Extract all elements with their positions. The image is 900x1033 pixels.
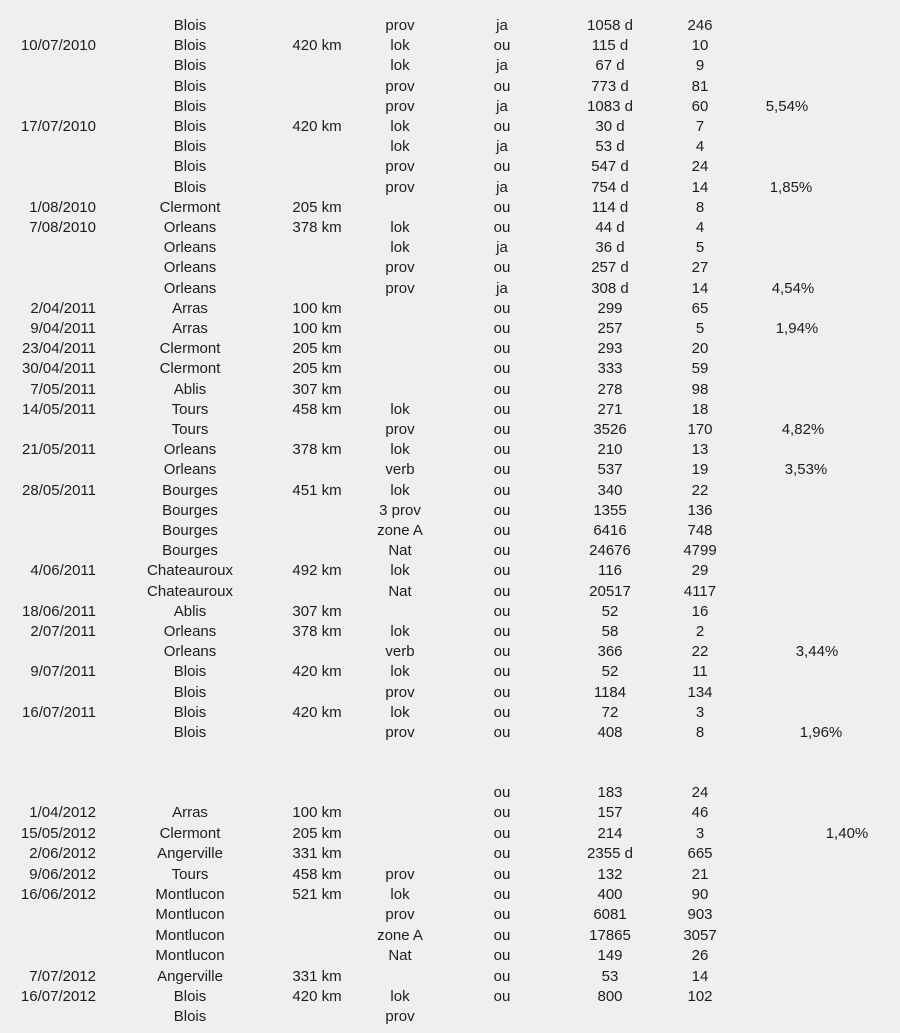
- cell-km: 378 km: [292, 623, 342, 640]
- cell-city: Blois: [173, 683, 207, 701]
- cell-cnt: 9: [695, 57, 705, 75]
- cell-city: Blois: [173, 158, 207, 176]
- cell-cnt: 16: [691, 602, 709, 620]
- cell-type: lok: [390, 400, 410, 418]
- cell-type: Nat: [388, 542, 412, 560]
- cell-amt: 293: [597, 340, 623, 358]
- cell-cnt: 22: [691, 481, 709, 499]
- cell-yn: ou: [493, 623, 511, 640]
- cell-cnt: 2: [695, 623, 705, 640]
- cell-cnt: 27: [691, 259, 709, 277]
- cell-date: 4/06/2011: [30, 562, 96, 580]
- cell-date: 23/04/2011: [22, 340, 96, 358]
- cell-amt: 1184: [593, 683, 627, 701]
- cell-yn: ou: [493, 865, 511, 883]
- cell-cnt: 81: [691, 77, 709, 95]
- cell-cnt: 748: [687, 522, 713, 539]
- cell-date: 15/05/2012: [20, 824, 96, 842]
- cell-type: lok: [390, 562, 410, 580]
- cell-yn: ou: [493, 299, 511, 317]
- cell-amt: 132: [597, 865, 623, 883]
- cell-yn: ou: [493, 926, 511, 944]
- cell-cnt: 5: [695, 239, 705, 257]
- cell-km: 420 km: [292, 703, 342, 721]
- cell-type: lok: [390, 623, 410, 640]
- cell-km: 378 km: [292, 219, 342, 236]
- cell-city: Tours: [171, 421, 209, 438]
- cell-city: Blois: [173, 1008, 207, 1026]
- cell-amt: 58: [601, 623, 619, 640]
- cell-yn: ou: [493, 380, 511, 398]
- cell-city: Orleans: [163, 643, 217, 661]
- cell-cnt: 136: [687, 501, 713, 519]
- cell-amt: 400: [597, 886, 623, 903]
- cell-type: prov: [385, 421, 415, 438]
- cell-type: lok: [390, 663, 410, 681]
- cell-pct: 1,96%: [799, 724, 843, 741]
- cell-city: Arras: [172, 804, 208, 822]
- cell-km: 420 km: [292, 988, 342, 1005]
- cell-type: prov: [385, 77, 415, 95]
- cell-yn: ou: [493, 37, 511, 55]
- cell-date: 7/07/2012: [29, 967, 96, 985]
- cell-city: Montlucon: [155, 926, 225, 944]
- cell-amt: 800: [597, 988, 623, 1005]
- cell-city: Montlucon: [155, 886, 225, 903]
- cell-km: 205 km: [292, 198, 342, 216]
- cell-yn: ou: [493, 461, 511, 479]
- cell-amt: 53: [601, 967, 619, 985]
- cell-cnt: 246: [687, 17, 713, 34]
- cell-type: lok: [390, 37, 410, 55]
- cell-city: Orleans: [163, 279, 217, 297]
- cell-city: Angerville: [157, 967, 223, 985]
- cell-amt: 30 d: [595, 118, 625, 135]
- cell-amt: 278: [597, 380, 623, 398]
- cell-cnt: 665: [687, 845, 713, 863]
- cell-cnt: 98: [691, 380, 709, 398]
- cell-amt: 340: [597, 481, 623, 499]
- cell-date: 2/04/2011: [30, 299, 96, 317]
- cell-city: Tours: [171, 865, 209, 883]
- cell-km: 420 km: [292, 663, 342, 681]
- cell-date: 28/05/2011: [22, 481, 96, 499]
- cell-date: 1/04/2012: [29, 804, 96, 822]
- cell-amt: 2355 d: [587, 845, 633, 863]
- cell-km: 420 km: [292, 118, 342, 135]
- cell-city: Blois: [173, 724, 207, 741]
- cell-date: 16/07/2011: [22, 703, 96, 721]
- cell-yn: ou: [493, 219, 511, 236]
- cell-yn: ou: [493, 320, 511, 337]
- cell-yn: ou: [493, 481, 511, 499]
- cell-city: Clermont: [159, 340, 221, 358]
- cell-yn: ou: [493, 259, 511, 277]
- cell-yn: ou: [493, 947, 511, 965]
- cell-date: 2/06/2012: [29, 845, 96, 863]
- cell-km: 100 km: [292, 804, 342, 822]
- cell-cnt: 26: [691, 947, 709, 965]
- cell-cnt: 65: [691, 299, 709, 317]
- cell-cnt: 29: [691, 562, 709, 580]
- cell-city: Angerville: [157, 845, 223, 863]
- cell-yn: ja: [496, 178, 508, 196]
- cell-km: 492 km: [292, 562, 342, 580]
- cell-yn: ou: [493, 441, 511, 459]
- cell-type: lok: [390, 988, 410, 1005]
- cell-cnt: 4: [695, 219, 705, 236]
- cell-amt: 17865: [589, 926, 631, 944]
- cell-date: 10/07/2010: [20, 37, 96, 55]
- cell-cnt: 22: [691, 643, 709, 661]
- cell-date: 9/06/2012: [29, 865, 96, 883]
- cell-amt: 1058 d: [587, 17, 633, 34]
- cell-amt: 72: [601, 703, 619, 721]
- cell-yn: ja: [496, 17, 508, 34]
- cell-yn: ou: [493, 724, 511, 741]
- cell-city: Ablis: [173, 602, 207, 620]
- cell-city: Clermont: [159, 360, 221, 378]
- cell-yn: ou: [493, 683, 511, 701]
- cell-cnt: 3: [695, 703, 705, 721]
- cell-pct: 3,53%: [784, 461, 828, 479]
- cell-city: Orleans: [163, 623, 217, 640]
- cell-date: 9/04/2011: [30, 320, 96, 337]
- cell-city: Montlucon: [155, 947, 225, 965]
- cell-amt: 67 d: [595, 57, 625, 75]
- cell-city: Blois: [173, 703, 207, 721]
- cell-amt: 257: [597, 320, 623, 337]
- cell-amt: 408: [597, 724, 623, 741]
- cell-km: 205 km: [292, 340, 342, 358]
- cell-yn: ou: [493, 967, 511, 985]
- cell-yn: ou: [493, 400, 511, 418]
- cell-city: Orleans: [163, 441, 217, 459]
- cell-date: 9/07/2011: [30, 663, 96, 681]
- cell-city: Clermont: [159, 824, 221, 842]
- cell-amt: 20517: [589, 582, 631, 600]
- cell-amt: 115 d: [591, 37, 629, 55]
- cell-amt: 333: [597, 360, 623, 378]
- cell-pct: 1,40%: [825, 824, 869, 842]
- cell-type: Nat: [388, 582, 412, 600]
- cell-pct: 4,54%: [771, 279, 815, 297]
- cell-yn: ou: [493, 421, 511, 438]
- cell-type: Nat: [388, 947, 412, 965]
- cell-city: Bourges: [162, 481, 218, 499]
- cell-type: prov: [385, 178, 415, 196]
- cell-type: 3 prov: [379, 501, 421, 519]
- cell-cnt: 3: [695, 824, 705, 842]
- cell-cnt: 21: [691, 865, 709, 883]
- cell-amt: 537: [597, 461, 623, 479]
- cell-yn: ou: [493, 542, 511, 560]
- cell-yn: ou: [493, 906, 511, 924]
- cell-city: Blois: [173, 57, 207, 75]
- cell-yn: ou: [493, 340, 511, 358]
- cell-yn: ja: [496, 97, 508, 115]
- cell-yn: ou: [493, 158, 511, 176]
- cell-amt: 24676: [589, 542, 631, 560]
- cell-amt: 183: [597, 784, 623, 801]
- cell-amt: 257 d: [591, 259, 629, 277]
- cell-type: prov: [385, 683, 415, 701]
- cell-yn: ou: [493, 845, 511, 863]
- cell-city: Montlucon: [155, 906, 225, 924]
- cell-cnt: 8: [695, 724, 705, 741]
- cell-amt: 210: [597, 441, 623, 459]
- cell-cnt: 14: [691, 178, 709, 196]
- cell-amt: 366: [597, 643, 623, 661]
- cell-city: Blois: [173, 138, 207, 156]
- cell-cnt: 19: [691, 461, 709, 479]
- cell-type: zone A: [377, 522, 423, 539]
- cell-cnt: 7: [695, 118, 705, 135]
- cell-city: Blois: [173, 663, 207, 681]
- cell-cnt: 24: [691, 158, 709, 176]
- cell-amt: 53 d: [595, 138, 625, 156]
- cell-cnt: 20: [691, 340, 709, 358]
- cell-city: Blois: [173, 178, 207, 196]
- cell-yn: ja: [496, 138, 508, 156]
- cell-type: verb: [385, 643, 415, 661]
- cell-pct: 4,82%: [781, 421, 825, 438]
- cell-type: prov: [385, 259, 415, 277]
- cell-cnt: 4117: [683, 582, 717, 600]
- cell-yn: ou: [493, 602, 511, 620]
- cell-city: Orleans: [163, 219, 217, 236]
- cell-date: 7/05/2011: [30, 380, 96, 398]
- cell-cnt: 14: [691, 967, 709, 985]
- cell-amt: 3526: [593, 421, 627, 438]
- cell-amt: 547 d: [591, 158, 629, 176]
- cell-amt: 1083 d: [587, 97, 633, 115]
- cell-amt: 773 d: [591, 77, 629, 95]
- cell-yn: ou: [493, 118, 511, 135]
- cell-km: 100 km: [292, 320, 342, 337]
- cell-yn: ou: [493, 988, 511, 1005]
- cell-type: lok: [390, 481, 410, 499]
- cell-cnt: 60: [691, 97, 709, 115]
- cell-km: 451 km: [292, 481, 342, 499]
- cell-city: Blois: [173, 17, 207, 34]
- cell-amt: 149: [597, 947, 623, 965]
- cell-yn: ou: [493, 77, 511, 95]
- cell-cnt: 18: [691, 400, 709, 418]
- cell-yn: ou: [493, 562, 511, 580]
- cell-city: Blois: [173, 97, 207, 115]
- cell-city: Arras: [172, 299, 208, 317]
- cell-date: 21/05/2011: [22, 441, 96, 459]
- cell-type: prov: [385, 906, 415, 924]
- cell-pct: 1,85%: [769, 178, 813, 196]
- cell-km: 307 km: [292, 602, 342, 620]
- cell-type: prov: [385, 158, 415, 176]
- cell-type: lok: [390, 57, 410, 75]
- cell-type: prov: [385, 97, 415, 115]
- cell-amt: 299: [597, 299, 623, 317]
- cell-km: 521 km: [292, 886, 342, 903]
- cell-date: 16/07/2012: [20, 988, 96, 1005]
- cell-type: lok: [390, 138, 410, 156]
- cell-km: 378 km: [292, 441, 342, 459]
- cell-cnt: 11: [692, 663, 708, 681]
- cell-city: Blois: [173, 118, 207, 135]
- cell-cnt: 4799: [683, 542, 717, 560]
- cell-city: Bourges: [162, 522, 218, 539]
- cell-yn: ja: [496, 57, 508, 75]
- cell-type: lok: [390, 118, 410, 135]
- cell-cnt: 24: [691, 784, 709, 801]
- cell-type: prov: [385, 724, 415, 741]
- cell-yn: ou: [493, 360, 511, 378]
- cell-km: 100 km: [292, 299, 342, 317]
- cell-yn: ja: [496, 279, 508, 297]
- cell-yn: ou: [493, 703, 511, 721]
- cell-km: 458 km: [292, 400, 342, 418]
- cell-amt: 6081: [593, 906, 627, 924]
- cell-city: Blois: [173, 37, 207, 55]
- cell-yn: ou: [493, 804, 511, 822]
- cell-cnt: 8: [695, 198, 705, 216]
- cell-amt: 157: [597, 804, 623, 822]
- cell-cnt: 90: [691, 886, 709, 903]
- cell-city: Blois: [173, 988, 207, 1005]
- cell-city: Bourges: [162, 542, 218, 560]
- cell-amt: 52: [601, 663, 619, 681]
- cell-amt: 1355: [593, 501, 627, 519]
- cell-date: 18/06/2011: [22, 602, 96, 620]
- cell-date: 2/07/2011: [30, 623, 96, 640]
- cell-date: 14/05/2011: [22, 400, 96, 418]
- cell-amt: 308 d: [591, 279, 629, 297]
- cell-city: Chateauroux: [147, 562, 233, 580]
- cell-city: Clermont: [159, 198, 221, 216]
- cell-cnt: 59: [691, 360, 709, 378]
- cell-cnt: 3057: [683, 926, 717, 944]
- cell-yn: ou: [493, 522, 511, 539]
- cell-amt: 36 d: [595, 239, 625, 257]
- cell-yn: ou: [493, 663, 511, 681]
- cell-km: 307 km: [292, 380, 342, 398]
- cell-amt: 6416: [593, 522, 627, 539]
- cell-date: 30/04/2011: [22, 360, 96, 378]
- cell-type: lok: [390, 219, 410, 236]
- cell-date: 1/08/2010: [29, 198, 96, 216]
- cell-yn: ou: [493, 501, 511, 519]
- cell-amt: 754 d: [591, 178, 629, 196]
- cell-type: prov: [385, 279, 415, 297]
- cell-cnt: 4: [695, 138, 705, 156]
- cell-amt: 271: [597, 400, 623, 418]
- cell-type: zone A: [377, 926, 423, 944]
- cell-pct: 5,54%: [765, 97, 809, 115]
- cell-type: prov: [385, 17, 415, 34]
- cell-yn: ou: [493, 784, 511, 801]
- cell-cnt: 170: [687, 421, 713, 438]
- cell-km: 420 km: [292, 37, 342, 55]
- cell-amt: 214: [597, 824, 623, 842]
- cell-yn: ou: [493, 582, 511, 600]
- cell-date: 17/07/2010: [20, 118, 96, 135]
- cell-km: 331 km: [292, 967, 342, 985]
- cell-city: Chateauroux: [147, 582, 233, 600]
- cell-cnt: 102: [687, 988, 713, 1005]
- cell-date: 16/06/2012: [20, 886, 96, 903]
- cell-city: Bourges: [162, 501, 218, 519]
- cell-yn: ou: [493, 824, 511, 842]
- cell-yn: ou: [493, 643, 511, 661]
- cell-cnt: 14: [691, 279, 709, 297]
- cell-yn: ja: [496, 239, 508, 257]
- cell-amt: 116: [598, 562, 622, 580]
- cell-pct: 3,44%: [795, 643, 839, 661]
- cell-cnt: 46: [691, 804, 709, 822]
- cell-cnt: 134: [687, 683, 713, 701]
- cell-type: lok: [390, 441, 410, 459]
- cell-yn: ou: [493, 198, 511, 216]
- cell-amt: 44 d: [595, 219, 625, 236]
- cell-cnt: 10: [691, 37, 709, 55]
- cell-cnt: 5: [695, 320, 705, 337]
- cell-city: Ablis: [173, 380, 207, 398]
- cell-type: lok: [390, 886, 410, 903]
- cell-cnt: 903: [687, 906, 713, 924]
- cell-km: 205 km: [292, 824, 342, 842]
- cell-city: Tours: [171, 400, 209, 418]
- cell-type: verb: [385, 461, 415, 479]
- cell-city: Orleans: [163, 461, 217, 479]
- cell-amt: 52: [601, 602, 619, 620]
- cell-cnt: 13: [691, 441, 709, 459]
- cell-pct: 1,94%: [775, 320, 819, 337]
- cell-city: Blois: [173, 77, 207, 95]
- cell-km: 458 km: [292, 865, 342, 883]
- cell-city: Orleans: [163, 239, 217, 257]
- cell-km: 205 km: [292, 360, 342, 378]
- cell-type: prov: [385, 1008, 415, 1026]
- cell-km: 331 km: [292, 845, 342, 863]
- cell-date: 7/08/2010: [29, 219, 96, 236]
- cell-yn: ou: [493, 886, 511, 903]
- cell-amt: 114 d: [591, 198, 629, 216]
- cell-type: prov: [385, 865, 415, 883]
- cell-city: Orleans: [163, 259, 217, 277]
- cell-city: Arras: [172, 320, 208, 337]
- cell-type: lok: [390, 703, 410, 721]
- cell-type: lok: [390, 239, 410, 257]
